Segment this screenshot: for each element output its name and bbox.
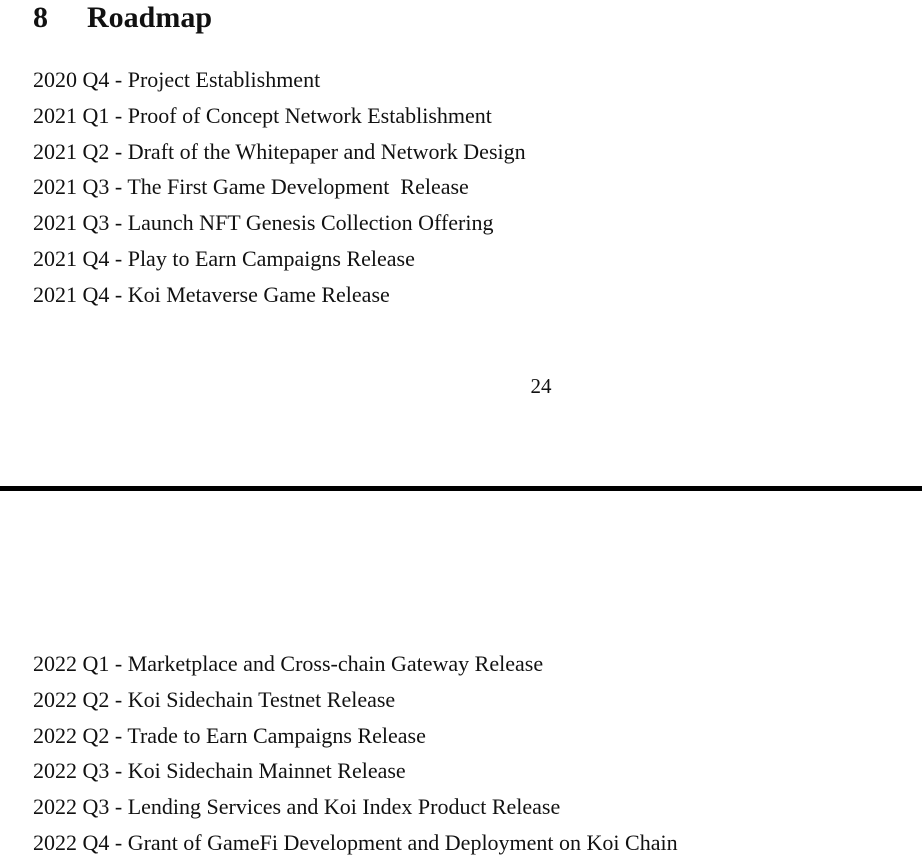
roadmap-entry: 2022 Q3 - Lending Services and Koi Index Product Release [33,794,561,820]
roadmap-entry: 2022 Q2 - Koi Sidechain Testnet Release [33,686,396,712]
roadmap-entry: 2021 Q4 - Koi Metaverse Game Release [33,281,390,307]
roadmap-list-upper [33,62,526,313]
section-heading [33,0,212,36]
roadmap-entry: 2022 Q1 - Marketplace and Cross-chain Gateway Release [33,651,544,676]
roadmap-entry: 2022 Q2 - Trade to Earn Campaigns Release [33,722,426,748]
roadmap-entry: 2021 Q2 - Draft of the Whitepaper and Network Design [33,138,526,164]
roadmap-entry: 2021 Q3 - Launch NFT Genesis Collection Offering [33,210,494,236]
roadmap-entry: 2021 Q4 - Play to Earn Campaigns Release [33,245,415,271]
page-number: 24 [530,374,552,398]
roadmap-list-lower [33,646,678,861]
roadmap-entry: 2021 Q1 - Proof of Concept Network Establishment [33,102,492,128]
roadmap-entry: 2022 Q3 - Koi Sidechain Mainnet Release [33,758,406,784]
section-number: 8 [33,1,48,34]
roadmap-entry: 2021 Q3 - The First Game Development Release [33,174,469,200]
page-divider [0,486,922,491]
roadmap-entry: 2022 Q4 - Grant of GameFi Development and Deployment on Koi Chain [33,829,678,855]
section-title: Roadmap [87,1,213,34]
roadmap-entry: 2020 Q4 - Project Establishment [33,67,321,92]
